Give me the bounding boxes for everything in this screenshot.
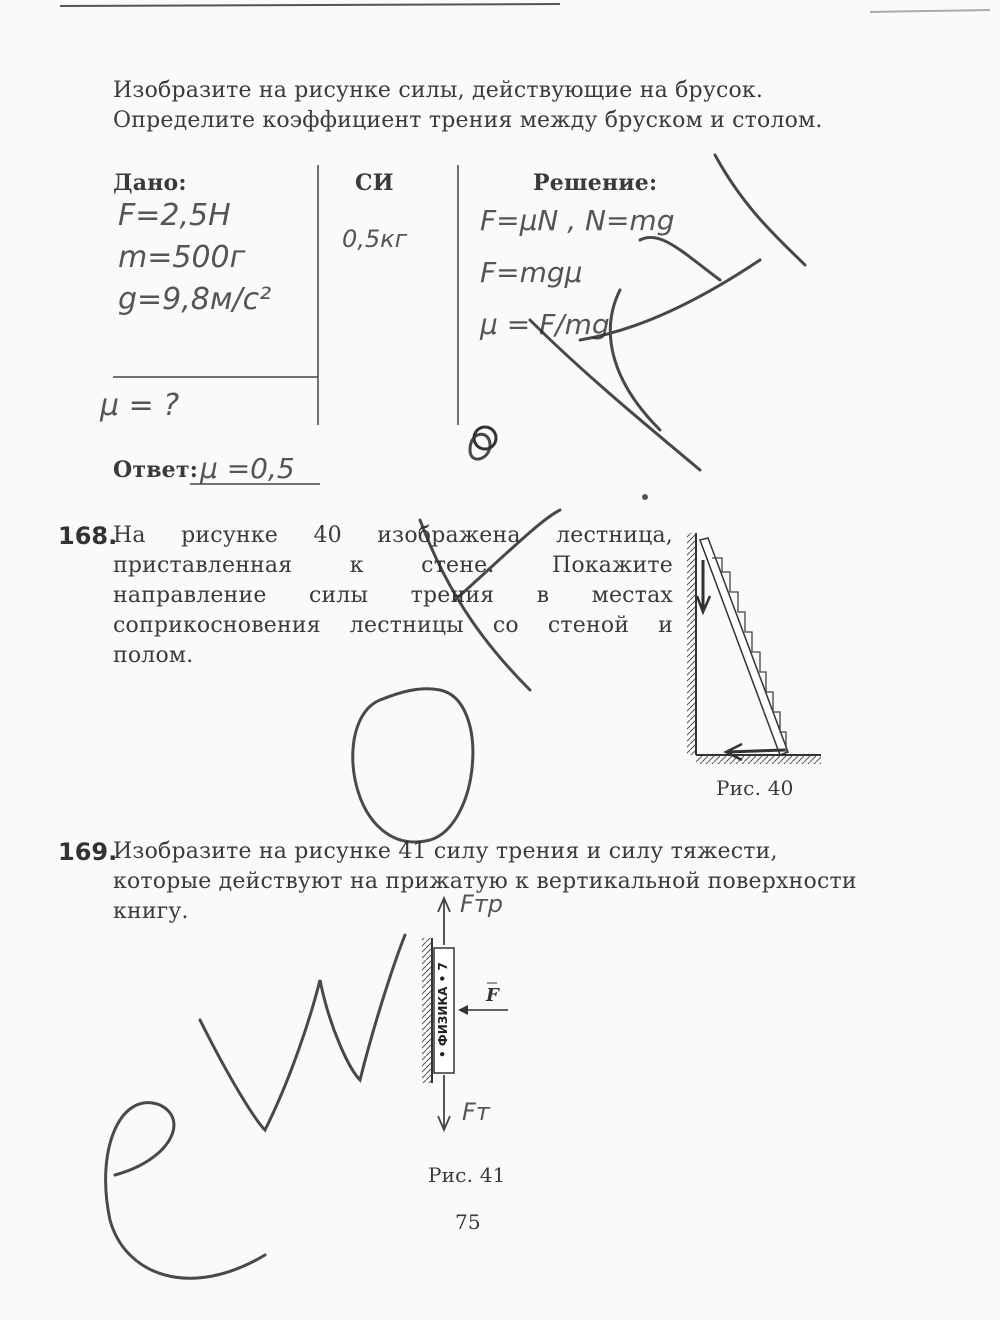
task-168-number: 168.: [58, 522, 118, 550]
force-label: F: [486, 985, 499, 1006]
page-number: 75: [455, 1210, 481, 1234]
answer-value: μ =0,5: [200, 452, 295, 485]
given-force: F=2,5Н: [118, 198, 231, 233]
solution-line-1: F=μN , N=mg: [480, 204, 675, 237]
intro-line-2: Определите коэффициент трения между бруском и столом.: [113, 108, 823, 133]
si-value: 0,5кг: [342, 225, 408, 253]
task-169-text: Изобразите на рисунке 41 силу трения и силу тяжести, которые действуют на прижатую к вертикальной поверхности книгу.: [113, 839, 857, 924]
intro-line-1: Изобразите на рисунке силы, действующие на брусок.: [113, 78, 764, 103]
figure-40-caption: Рис. 40: [716, 776, 794, 800]
si-header: СИ: [355, 170, 394, 196]
solution-header: Решение:: [533, 170, 658, 196]
given-header: Дано:: [113, 170, 187, 196]
find-value: μ = ?: [100, 388, 180, 423]
solution-line-3: μ = F/mg: [480, 308, 610, 341]
solution-line-2: F=mgμ: [480, 256, 583, 289]
given-gravity: g=9,8м/с²: [118, 282, 272, 317]
book-label: • ФИЗИКА • 7: [436, 962, 450, 1058]
given-mass: m=500г: [118, 240, 246, 275]
friction-label: Fтр: [460, 890, 504, 918]
task-169-number: 169.: [58, 838, 118, 866]
figure-41-caption: Рис. 41: [428, 1163, 506, 1187]
gravity-label: Fт: [462, 1098, 490, 1126]
answer-label: Ответ:: [113, 457, 199, 483]
task-168-text: На рисунке 40 изображена лестница, приставленная к стене. Покажите направление силы трения в местах соприкосновения лестницы со стеной и полом.: [113, 523, 673, 668]
